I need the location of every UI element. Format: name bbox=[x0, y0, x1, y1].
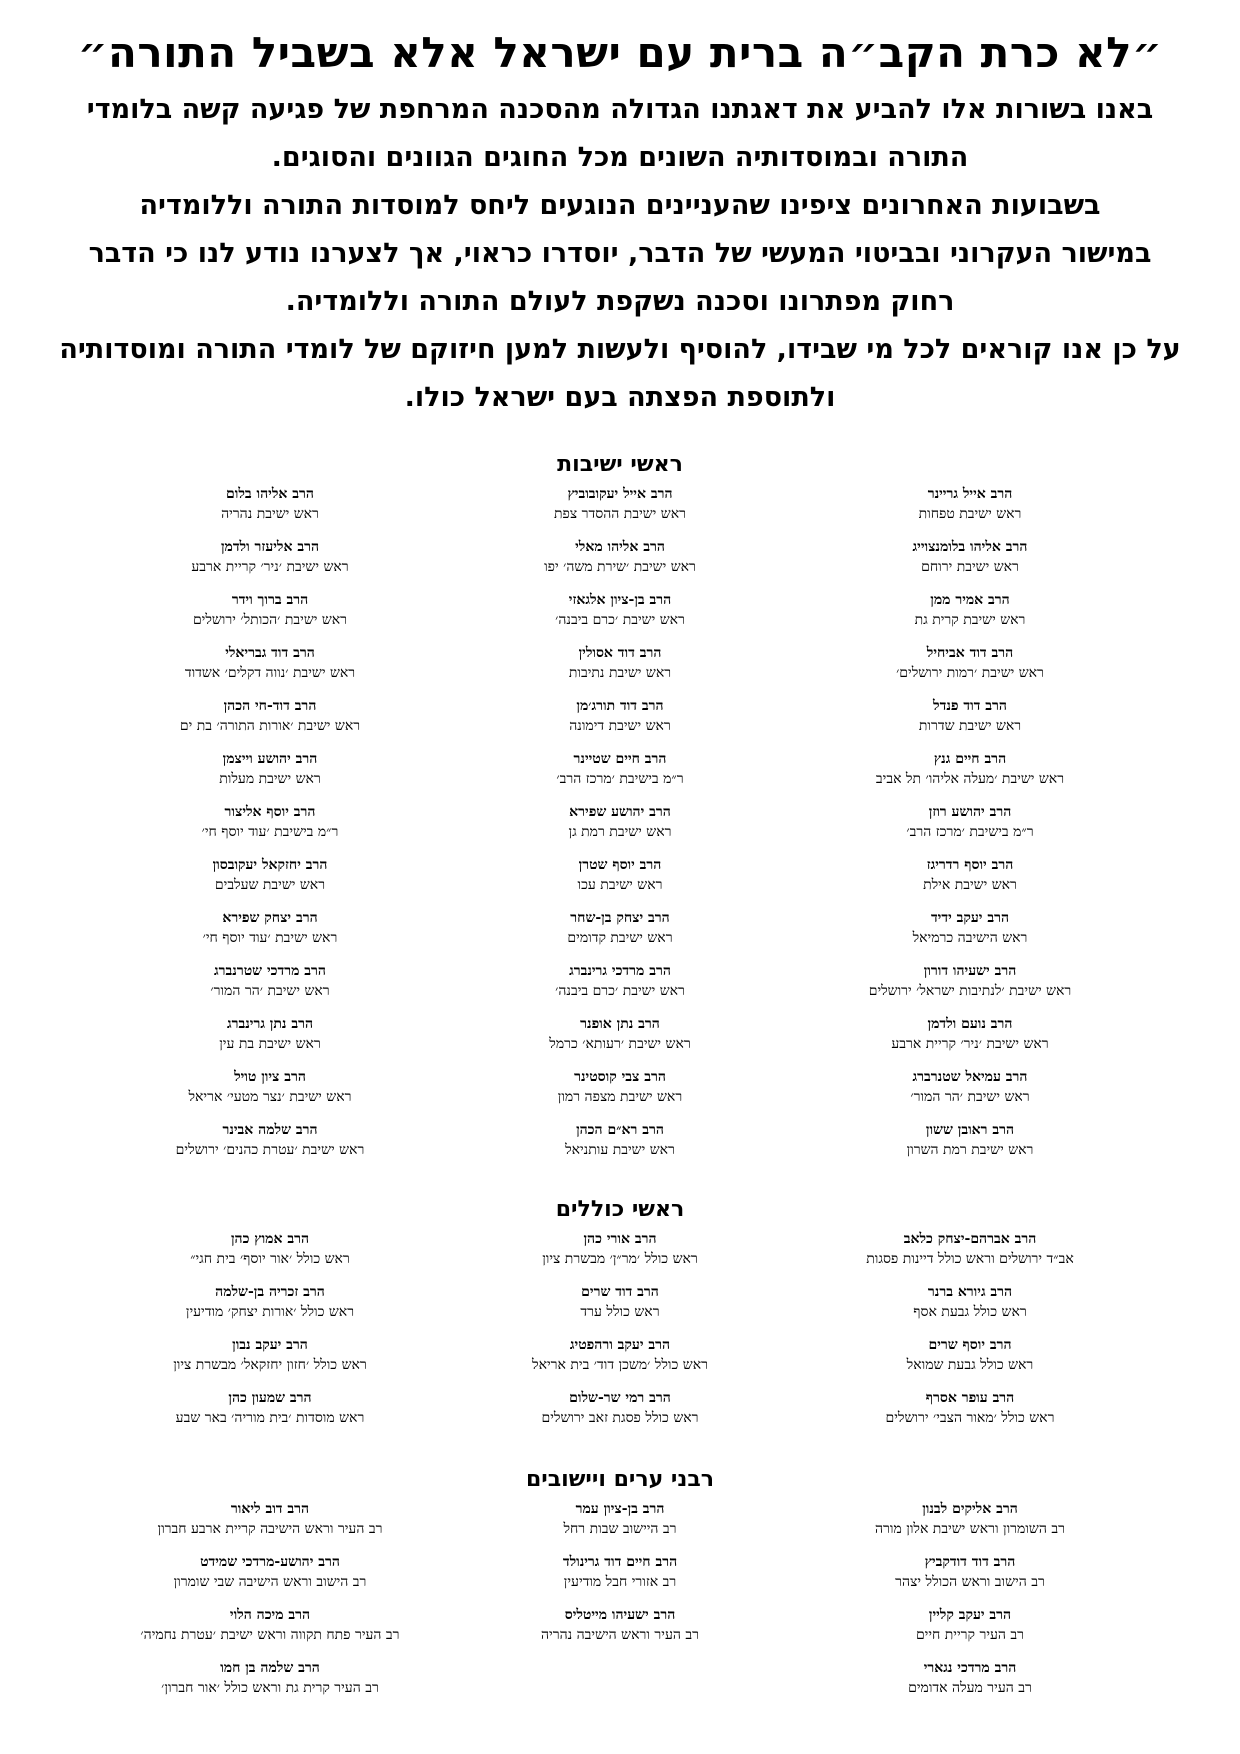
signatory-name: הרב אמוץ כהן bbox=[230, 1231, 310, 1247]
signatory-entry bbox=[800, 1658, 1140, 1711]
signatory-role: ראש ישיבת קדומים bbox=[567, 930, 673, 946]
signatory-entry bbox=[800, 1067, 1140, 1120]
signatory-role: ראש ישיבת מעלות bbox=[219, 771, 321, 787]
signatory-role: ראש ישיבת נהריה bbox=[221, 506, 319, 522]
signatory-role: רב העיר קריית חיים bbox=[915, 1627, 1025, 1643]
signatory-name: הרב גיורא ברנר bbox=[927, 1284, 1013, 1300]
signatory-name: הרב חיים שטיינר bbox=[573, 751, 667, 767]
signatory-role: ראש ישיבת נתיבות bbox=[568, 665, 672, 681]
signatory-name: הרב שלמה אבינר bbox=[222, 1122, 318, 1138]
signatory-entry bbox=[100, 802, 440, 855]
signatory-entry bbox=[800, 590, 1140, 643]
signatory-entry bbox=[450, 1658, 790, 1711]
signatory-name: הרב דוד תורג׳מן bbox=[576, 698, 664, 714]
signatory-name: הרב יחזקאל יעקובסון bbox=[212, 857, 328, 873]
signatory-role: ראש ישיבת ׳שירת משה׳ יפו bbox=[544, 559, 696, 575]
signatory-entry bbox=[100, 696, 440, 749]
signatory-role: רב העיר וראש הישיבה נהריה bbox=[540, 1627, 700, 1643]
signatory-name: הרב עופר אסרף bbox=[925, 1390, 1015, 1406]
signatory-role: ראש ישיבת שדרות bbox=[918, 718, 1022, 734]
signatory-entry bbox=[800, 1388, 1140, 1441]
signatory-entry bbox=[100, 484, 440, 537]
signatory-name: הרב ציון טויל bbox=[234, 1069, 306, 1085]
signatory-name: הרב אייל יעקובוביץ bbox=[567, 486, 673, 502]
signatory-name: הרב אליהו בלום bbox=[226, 486, 314, 502]
intro-line: בשבועות האחרונים ציפינו שהעניינים הנוגעים ליחס למוסדות התורה וללומדיה bbox=[139, 190, 1101, 221]
signatory-entry bbox=[450, 1120, 790, 1173]
signatory-role: ראש הישיבה כרמיאל bbox=[912, 930, 1028, 946]
signatory-entry bbox=[100, 590, 440, 643]
signatory-name: הרב יהושע וייצמן bbox=[222, 751, 318, 767]
signatory-role: רב הישוב וראש הכולל יצהר bbox=[895, 1574, 1045, 1590]
signatory-entry bbox=[450, 1605, 790, 1658]
signatory-entry bbox=[800, 1014, 1140, 1067]
signatory-role: ראש ישיבת טפחות bbox=[918, 506, 1022, 522]
signatory-name: הרב יעקב ורהפטיג bbox=[569, 1337, 671, 1353]
signatory-entry bbox=[800, 643, 1140, 696]
signatory-role: ראש ישיבת דימונה bbox=[569, 718, 671, 734]
intro-line: באנו בשורות אלו להביע את דאגתנו הגדולה מהסכנה המרחפת של פגיעה קשה בלומדי bbox=[86, 94, 1154, 125]
signatory-role: ראש ישיבת ׳כרם ביבנה׳ bbox=[555, 983, 685, 999]
signatory-name: הרב נתן אופנר bbox=[580, 1016, 660, 1032]
signatory-name: הרב בן-ציון עמר bbox=[575, 1501, 665, 1517]
signatory-entry bbox=[100, 1229, 440, 1282]
signatory-name: הרב דוד דודקביץ bbox=[924, 1554, 1016, 1570]
signatory-entry bbox=[450, 749, 790, 802]
signatory-name: הרב עמיאל שטנרברג bbox=[912, 1069, 1028, 1085]
signatory-role: ראש ישיבת עכו bbox=[577, 877, 663, 893]
signatory-entry bbox=[450, 1014, 790, 1067]
signatory-name: הרב דוד פנדל bbox=[933, 698, 1007, 714]
signatory-name: הרב מרדכי שטרנברג bbox=[214, 963, 326, 979]
signatory-name: הרב אורי כהן bbox=[583, 1231, 657, 1247]
signatory-name: הרב דוב ליאור bbox=[230, 1501, 310, 1517]
signatory-name: הרב יעקב ידיד bbox=[930, 910, 1010, 926]
signatory-name: הרב אליהו מאלי bbox=[575, 539, 665, 555]
signatory-role: ראש ישיבת אילת bbox=[923, 877, 1017, 893]
signatory-name: הרב אמיר ממן bbox=[930, 592, 1010, 608]
signatory-name: הרב נועם ולדמן bbox=[927, 1016, 1013, 1032]
signatory-entry bbox=[450, 643, 790, 696]
signatory-entry bbox=[100, 1014, 440, 1067]
signatory-name: הרב דוד-חי הכהן bbox=[223, 698, 317, 714]
page-title: ״לא כרת הקב״ה ברית עם ישראל אלא בשביל התורה״ bbox=[77, 28, 1163, 77]
signatory-role: ראש ישיבת ׳אורות התורה׳ בת ים bbox=[179, 718, 361, 734]
signatory-entry bbox=[800, 1335, 1140, 1388]
signatory-name: הרב צבי קוסטינר bbox=[574, 1069, 666, 1085]
signatory-role: ראש ישיבת ׳כרם ביבנה׳ bbox=[555, 612, 685, 628]
signatory-entry bbox=[450, 590, 790, 643]
signatory-role: ר״מ בישיבת ׳עוד יוסף חי׳ bbox=[201, 824, 339, 840]
signatory-entry bbox=[450, 1552, 790, 1605]
signatory-entry bbox=[800, 1229, 1140, 1282]
signatory-name: הרב מרדכי נגארי bbox=[923, 1660, 1017, 1676]
signatory-name: הרב בן-ציון אלגאזי bbox=[568, 592, 672, 608]
signatory-name: הרב דוד אביחיל bbox=[926, 645, 1014, 661]
intro-line: על כן אנו קוראים לכל מי שבידו, להוסיף ולעשות למען חיזוקם של לומדי התורה ומוסדותיה bbox=[59, 334, 1181, 365]
signatory-role: ראש ישיבת מצפה רמון bbox=[557, 1089, 683, 1105]
signatory-entry bbox=[100, 749, 440, 802]
signatory-role: רב העיר מעלה אדומים bbox=[908, 1680, 1032, 1696]
signatory-entry bbox=[450, 1499, 790, 1552]
signatory-name: הרב יעקב נבון bbox=[232, 1337, 308, 1353]
signatory-role: ראש ישיבת קרית גת bbox=[914, 612, 1026, 628]
signatory-name: הרב יוסף אליצור bbox=[224, 804, 316, 820]
signatory-entry bbox=[100, 1067, 440, 1120]
signatory-name: הרב אליהו בלומנצוייג bbox=[912, 539, 1028, 555]
signatory-entry bbox=[450, 1229, 790, 1282]
signatory-entry bbox=[100, 961, 440, 1014]
signatory-name: הרב יוסף שטרן bbox=[578, 857, 662, 873]
signatory-entry bbox=[800, 855, 1140, 908]
signatory-role: אב״ד ירושלים וראש כולל דיינות פסגות bbox=[866, 1251, 1074, 1267]
signatory-role: רב השומרון וראש ישיבת אלון מורה bbox=[875, 1521, 1065, 1537]
signatory-name: הרב מרדכי גרינברג bbox=[569, 963, 671, 979]
signatory-name: הרב יעקב קליין bbox=[928, 1607, 1012, 1623]
signatory-entry bbox=[450, 961, 790, 1014]
signatory-role: ראש ישיבת ירוחם bbox=[921, 559, 1019, 575]
signatory-grid bbox=[40, 1499, 1200, 1711]
signatory-entry bbox=[450, 1388, 790, 1441]
signatory-entry bbox=[800, 749, 1140, 802]
signatory-entry bbox=[100, 1499, 440, 1552]
signatory-grid bbox=[40, 1229, 1200, 1441]
signatory-role: רב העיר וראש הישיבה קריית ארבע חברון bbox=[157, 1521, 383, 1537]
signatory-role: ראש כולל ׳מר״ן׳ מבשרת ציון bbox=[542, 1251, 698, 1267]
signatory-role: ראש ישיבת ׳נווה דקלים׳ אשדוד bbox=[184, 665, 356, 681]
signatory-entry bbox=[100, 537, 440, 590]
signatory-role: ראש ישיבת רמת גן bbox=[568, 824, 672, 840]
signatory-name: הרב אברהם-יצחק כלאב bbox=[903, 1231, 1037, 1247]
signatory-role: ראש ישיבת ׳עטרת כהנים׳ ירושלים bbox=[175, 1142, 365, 1158]
signatory-entry bbox=[100, 1605, 440, 1658]
signatory-name: הרב אליעזר ולדמן bbox=[220, 539, 320, 555]
signatory-entry bbox=[450, 484, 790, 537]
signatory-name: הרב חיים דוד גרינולד bbox=[562, 1554, 678, 1570]
signatory-role: ראש כולל ערד bbox=[580, 1304, 660, 1320]
signatory-name: הרב דוד אסולין bbox=[578, 645, 662, 661]
signatory-entry bbox=[450, 1282, 790, 1335]
signatory-name: הרב יוסף רדריגז bbox=[926, 857, 1014, 873]
signatory-entry bbox=[100, 1658, 440, 1711]
signatory-role: ראש ישיבת ׳הכותל׳ ירושלים bbox=[192, 612, 348, 628]
section-yeshiva-heads bbox=[40, 450, 1200, 1173]
signatory-name: הרב ישעיהו מייטליס bbox=[564, 1607, 676, 1623]
signatory-entry bbox=[450, 537, 790, 590]
signatory-role: ראש ישיבת בת עין bbox=[219, 1036, 321, 1052]
signatory-entry bbox=[100, 1120, 440, 1173]
signatory-entry bbox=[800, 1120, 1140, 1173]
signatory-entry bbox=[100, 1335, 440, 1388]
signatory-role: רב היישוב שבות רחל bbox=[563, 1521, 677, 1537]
signatory-role: רב העיר פתח תקווה וראש ישיבת ׳עטרת נחמיה׳ bbox=[140, 1627, 400, 1643]
signatory-entry bbox=[450, 696, 790, 749]
section-city-rabbis bbox=[40, 1465, 1200, 1711]
section-kollel-heads bbox=[40, 1195, 1200, 1441]
intro-text bbox=[40, 86, 1200, 422]
signatory-role: ראש כולל ׳אור יוסף׳ בית חגי״ bbox=[190, 1251, 350, 1267]
signatory-name: הרב יהושע שפירא bbox=[569, 804, 671, 820]
signatory-role: ראש ישיבת רמת השרון bbox=[906, 1142, 1034, 1158]
signatory-role: רב אזורי חבל מודיעין bbox=[563, 1574, 677, 1590]
signatory-role: ראש ישיבת ההסדר צפת bbox=[554, 506, 686, 522]
signatory-role: ראש כולל ׳מאור הצבי׳ ירושלים bbox=[885, 1410, 1055, 1426]
signatory-entry bbox=[800, 802, 1140, 855]
signatory-role: ראש ישיבת ׳עוד יוסף חי׳ bbox=[202, 930, 338, 946]
signatory-entry bbox=[800, 696, 1140, 749]
signatory-entry bbox=[100, 908, 440, 961]
signatory-name: הרב יצחק בן-שחר bbox=[570, 910, 670, 926]
signatory-entry bbox=[100, 855, 440, 908]
signatory-role: ראש כולל פסגת זאב ירושלים bbox=[541, 1410, 699, 1426]
signatory-role: ראש ישיבת ׳מעלה אליהו׳ תל אביב bbox=[875, 771, 1065, 787]
signatory-name: הרב רא״ם הכהן bbox=[576, 1122, 664, 1138]
signatory-role: ראש ישיבת ׳רעותא׳ כרמל bbox=[549, 1036, 691, 1052]
signatory-name: הרב נתן גרינברג bbox=[226, 1016, 314, 1032]
signatory-name: הרב ראובן ששון bbox=[925, 1122, 1015, 1138]
signatory-name: הרב דוד גבריאלי bbox=[225, 645, 315, 661]
intro-line: ולתוספת הפצתה בעם ישראל כולו. bbox=[404, 382, 836, 413]
signatory-role: ראש מוסדות ׳בית מוריה׳ באר שבע bbox=[175, 1410, 365, 1426]
signatory-name: הרב שמעון כהן bbox=[228, 1390, 312, 1406]
signatory-role: ראש ישיבת ׳רמות ירושלים׳ bbox=[896, 665, 1044, 681]
signatory-entry bbox=[800, 961, 1140, 1014]
signatory-role: ראש ישיבת ׳נצר מטעי׳ אריאל bbox=[188, 1089, 352, 1105]
signatory-role: ראש ישיבת ׳הר המור׳ bbox=[910, 1089, 1030, 1105]
signatory-entry bbox=[100, 1282, 440, 1335]
signatory-name: הרב דוד שרים bbox=[581, 1284, 659, 1300]
signatory-entry bbox=[100, 1388, 440, 1441]
intro-line: רחוק מפתרונו וסכנה נשקפת לעולם התורה וללומדיה. bbox=[285, 286, 955, 317]
signatory-role: ראש כולל גבעת שמואל bbox=[906, 1357, 1034, 1373]
signatory-entry bbox=[800, 537, 1140, 590]
signatory-name: הרב חיים גנץ bbox=[933, 751, 1007, 767]
signatory-name: הרב ישעיהו דורון bbox=[923, 963, 1017, 979]
signatory-grid bbox=[40, 484, 1200, 1173]
signatory-name: הרב יהושע רוזן bbox=[928, 804, 1012, 820]
signatory-entry bbox=[800, 1552, 1140, 1605]
signatory-role: ראש ישיבת שעלבים bbox=[214, 877, 326, 893]
signatory-name: הרב מיכה הלוי bbox=[229, 1607, 311, 1623]
signatory-role: ר״מ בישיבת ׳מרכז הרב׳ bbox=[556, 771, 684, 787]
signatory-entry bbox=[800, 1282, 1140, 1335]
intro-line: התורה ובמוסדותיה השונים מכל החוגים הגוונים והסוגים. bbox=[271, 142, 969, 173]
signatory-entry bbox=[800, 1499, 1140, 1552]
signatory-entry bbox=[450, 908, 790, 961]
signatory-name: הרב אייל גריינר bbox=[927, 486, 1013, 502]
signatory-role: ראש כולל ׳אורות יצחק׳ מודיעין bbox=[185, 1304, 355, 1320]
signatory-entry bbox=[100, 1552, 440, 1605]
signatory-role: ראש כולל ׳משכן דוד׳ בית אריאל bbox=[532, 1357, 708, 1373]
signatory-role: ראש ישיבת ׳הר המור׳ bbox=[210, 983, 330, 999]
signatory-name: הרב זכריה בן-שלמה bbox=[215, 1284, 325, 1300]
signatory-role: ראש כולל גבעת אסף bbox=[913, 1304, 1027, 1320]
signatory-entry bbox=[800, 1605, 1140, 1658]
signatory-role: ראש ישיבת ׳ניר׳ קריית ארבע bbox=[891, 1036, 1049, 1052]
signatory-name: הרב יוסף שרים bbox=[928, 1337, 1012, 1353]
signatory-entry bbox=[450, 1067, 790, 1120]
signatory-entry bbox=[800, 908, 1140, 961]
signatory-role: ראש ישיבת עותניאל bbox=[565, 1142, 675, 1158]
section-title: ראשי כוללים bbox=[555, 1197, 685, 1222]
signatory-name: הרב יצחק שפירא bbox=[222, 910, 318, 926]
signatory-name: הרב אליקים לבנון bbox=[922, 1501, 1018, 1517]
signatory-entry bbox=[450, 802, 790, 855]
signatory-role: ראש ישיבת ׳ניר׳ קריית ארבע bbox=[191, 559, 349, 575]
signatory-name: הרב שלמה בן חמו bbox=[220, 1660, 320, 1676]
signatory-entry bbox=[450, 1335, 790, 1388]
signatory-role: רב הישוב וראש הישיבה שבי שומרון bbox=[173, 1574, 367, 1590]
signatory-role: ראש ישיבת ׳לנתיבות ישראל׳ ירושלים bbox=[868, 983, 1072, 999]
signatory-entry bbox=[450, 855, 790, 908]
signatory-role: ראש כולל ׳חזון יחזקאל׳ מבשרת ציון bbox=[173, 1357, 367, 1373]
signatory-entry bbox=[800, 484, 1140, 537]
signatory-role: ר״מ בישיבת ׳מרכז הרב׳ bbox=[906, 824, 1034, 840]
signatory-entry bbox=[100, 643, 440, 696]
signatory-name: הרב יהושע-מרדכי שמידט bbox=[200, 1554, 340, 1570]
signatory-name: הרב ברוך וידר bbox=[231, 592, 309, 608]
intro-line: במישור העקרוני ובביטוי המעשי של הדבר, יוסדרו כראוי, אך לצערנו נודע לנו כי הדבר bbox=[88, 238, 1152, 269]
section-title: רבני ערים ויישובים bbox=[525, 1467, 715, 1492]
signatory-role: רב העיר קרית גת וראש כולל ׳אור חברון׳ bbox=[161, 1680, 379, 1696]
section-title: ראשי ישיבות bbox=[557, 452, 683, 477]
signatory-name: הרב רמי שר-שלום bbox=[569, 1390, 671, 1406]
